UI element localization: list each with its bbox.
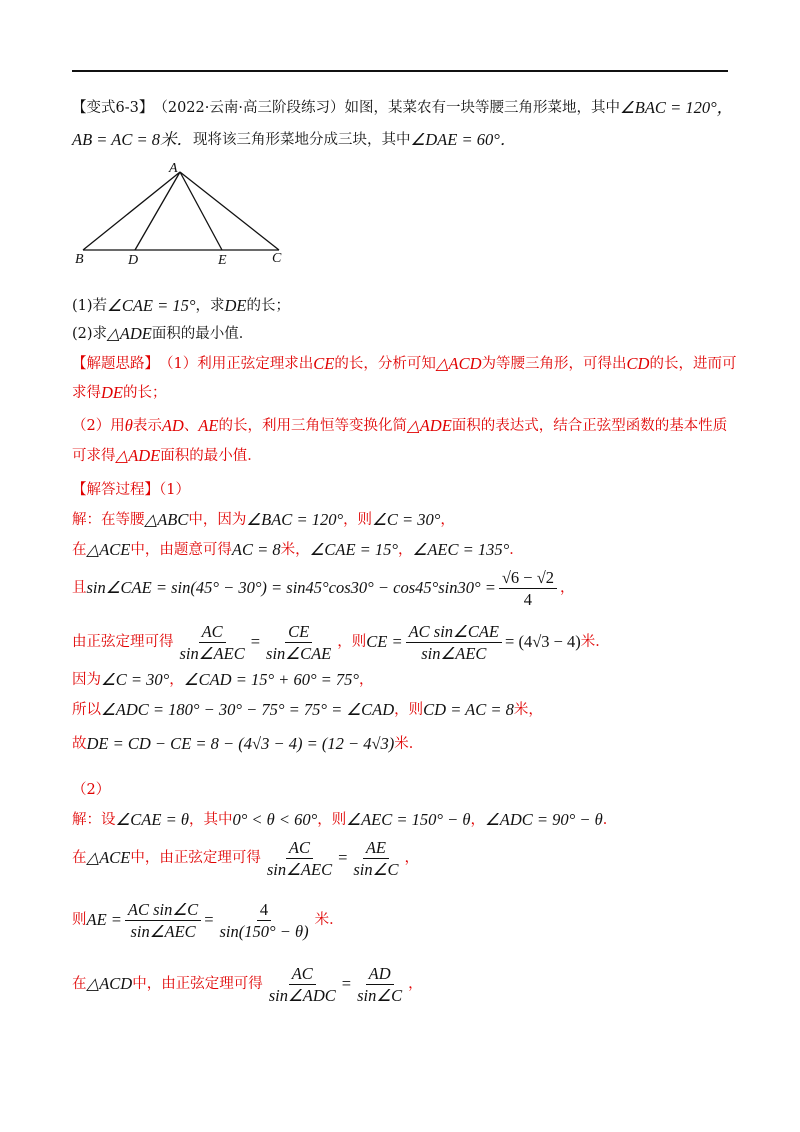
step-text: 解：在等腰 [72,512,145,528]
math-ce-eq: CE = [366,632,403,651]
math-c30: ∠C = 30° [101,670,170,689]
label-d: D [128,253,139,268]
step-text: 则 [72,912,87,928]
fraction-ad-sinc [354,964,405,1005]
idea-tag: 【解题思路】 [72,356,159,372]
header-rule [72,70,728,72]
problem-line-2 [72,130,516,150]
math-theta: θ [124,416,133,435]
segment-ae [180,172,222,250]
step-text: ． [509,542,524,558]
fraction-4-sin150 [217,900,312,941]
fraction-numerator: AC sin∠C [125,900,201,921]
label-e: E [218,253,227,268]
fraction-numerator: AC [199,622,226,643]
fraction-denominator: sin∠ADC [268,985,336,1005]
math-theta-range: 0° < θ < 60° [232,810,318,829]
math-aec: ∠AEC = 135° [412,540,510,559]
fraction-ae-sinc [350,838,401,879]
fraction-denominator: sin∠AEC [421,643,487,663]
step-t3 [72,898,344,942]
math-bac-120: ∠BAC = 120°， [619,98,734,117]
q1-mid: ，求 [195,298,225,314]
math-theta-def: ∠CAE = θ [115,810,189,829]
fraction-numerator: AE [363,838,389,859]
idea-line-2 [72,383,167,403]
math-ce: CE [313,354,335,373]
math-sin-expansion: sin∠CAE = sin(45° − 30°) = sin45°cos30° − cos45°sin30° = [86,578,496,597]
process-tag: 【解答过程】（1） [72,482,190,498]
math-ae-eq: AE = [86,910,122,929]
step-text: ，则 [394,702,424,718]
step-text: ，则 [343,512,373,528]
step-1 [72,510,455,530]
step-text: ， [408,976,423,992]
idea-line-3 [72,416,727,436]
label-a: A [169,161,178,176]
fraction-numerator: 4 [257,900,271,921]
fraction-sin15 [499,568,557,609]
math-de: DE [101,383,123,402]
idea-text: 的长，分析可知 [334,356,436,372]
idea-text: 可求得 [72,448,116,464]
label-c: C [272,251,282,266]
step-text: 解：设 [72,812,116,828]
idea-text: （2）用 [72,418,125,434]
idea-text: 面积的最小值． [160,448,262,464]
idea-text: 求得 [72,385,101,401]
fraction-ac-sinaec [177,622,248,663]
problem-split-text: 现将该三角形菜地分成三块，其中 [192,132,411,148]
math-q1-de: DE [224,296,247,315]
step-text: ， [560,580,575,596]
idea-text: 的长，利用三角恒等变换化简 [218,418,408,434]
step-text: 由正弦定理可得 [72,634,174,650]
math-adc-theta: ∠ADC = 90° − θ [484,810,603,829]
step-text: ，其中 [188,812,233,828]
math-ab-ac-8: AB = AC = 8米． [72,130,193,149]
fraction-numerator: AD [366,964,394,985]
q2-suffix: 面积的最小值． [151,326,254,342]
math-abc: △ABC [144,510,189,529]
step-text: ． [602,812,618,828]
fraction-denominator: 4 [523,589,533,609]
problem-source: （2022·云南·高三阶段练习） [153,100,345,116]
step-text: 米． [314,912,344,928]
fraction-numerator: AC sin∠CAE [406,622,502,643]
math-dae-60: ∠DAE = 60°． [410,130,517,149]
math-equals: = [338,848,348,867]
step-text: 米． [580,634,610,650]
step-text: ， [470,812,485,828]
fraction-denominator: sin∠AEC [179,643,245,663]
step-t2 [72,836,419,880]
idea-text: 为等腰三角形，可得出 [481,356,627,372]
step-text: 在 [72,850,87,866]
question-1 [72,296,290,316]
segment-ad [135,172,180,250]
step-text: 中，由正弦定理可得 [130,850,261,866]
math-de-value: DE = CD − CE = 8 − (4√3 − 4) = (12 − 4√3) [86,734,395,753]
q1-suffix: 的长； [246,298,290,314]
triangle-figure [72,158,302,268]
fraction-denominator: sin∠AEC [266,859,333,879]
fraction-acsinc-sinaec [125,900,201,941]
step-text: ，则 [317,812,347,828]
step-text: ， [398,542,413,558]
math-ace: △ACE [86,540,131,559]
math-ae: AE [198,416,219,435]
q1-prefix: (1)若 [72,298,108,314]
math-ce-value: = (4√3 − 4) [505,632,581,651]
idea-text: 的长，进而可 [649,356,737,372]
math-ad: AD [161,416,184,435]
math-cd: CD = AC = 8 [423,700,514,719]
math-ade: △ADE [407,416,452,435]
step-text: 中，因为 [188,512,247,528]
q2-prefix: (2)求 [72,326,108,342]
step-text: 中，由题意可得 [130,542,232,558]
step-text: 米． [394,736,424,752]
step-text: 中，由正弦定理可得 [132,976,263,992]
step-text: ， [404,850,419,866]
fraction-ac-sinaec [264,838,335,879]
fraction-numerator: √6 − √2 [499,568,557,589]
math-equals: = [204,910,214,929]
fraction-ac-sinadc [266,964,339,1005]
fraction-denominator: sin∠CAE [266,643,332,663]
step-text: ， [359,672,374,688]
math-cd: CD [626,354,650,373]
fraction-ce-result [406,622,502,663]
fraction-numerator: AC [289,964,316,985]
step-2 [72,540,524,560]
step-t4 [72,962,423,1006]
idea-text: 、 [183,418,199,434]
question-2 [72,324,253,344]
math-cad: ∠CAD = 15° + 60° = 75° [183,670,360,689]
segment-ab [83,172,180,250]
step-text: 所以 [72,702,101,718]
step-3 [72,566,575,610]
math-cae: ∠CAE = 15° [309,540,399,559]
step-text: 在 [72,542,87,558]
fraction-numerator: CE [285,622,312,643]
problem-tag: 【变式6-3】 [72,100,154,116]
math-equals: = [341,974,352,993]
problem-line-1 [72,98,733,118]
part-2-tag: （2） [72,782,111,798]
step-text: 且 [72,580,87,596]
step-text: ，则 [337,634,367,650]
math-bac: ∠BAC = 120° [246,510,344,529]
step-7 [72,734,423,754]
idea-text: 表示 [132,418,162,434]
math-ace: △ACE [86,848,131,867]
idea-line-4 [72,446,262,466]
fraction-numerator: AC [286,838,313,859]
idea-text: 的长； [123,385,167,401]
step-text: ， [440,512,455,528]
fraction-denominator: sin(150° − θ) [219,921,309,941]
step-text: ， [169,672,184,688]
problem-stem-text: 如图，某菜农有一块等腰三角形菜地，其中 [344,100,620,116]
math-q2-tri: △ADE [107,324,152,343]
fraction-ce-sincae [263,622,334,663]
idea-text: （1）利用正弦定理求出 [159,356,314,372]
math-adc: ∠ADC = 180° − 30° − 75° = 75° = ∠CAD [101,700,395,719]
idea-text: 面积的表达式，结合正弦型函数的基本性质 [451,418,728,434]
math-acd: △ACD [435,354,482,373]
math-ade: △ADE [115,446,161,465]
label-b: B [75,252,84,267]
math-q1-cond: ∠CAE = 15° [107,296,196,315]
segment-ac [180,172,279,250]
fraction-denominator: sin∠C [353,859,399,879]
idea-line-1 [72,354,736,374]
math-acd: △ACD [86,974,133,993]
step-text: 在 [72,976,87,992]
math-c30: ∠C = 30° [372,510,441,529]
math-ac8: AC = 8 [231,540,281,559]
math-aec-theta: ∠AEC = 150° − θ [346,810,471,829]
step-t1 [72,810,617,830]
step-5 [72,670,374,690]
math-equals: = [250,632,261,651]
step-text: 米， [513,702,543,718]
step-text: 因为 [72,672,101,688]
step-text: 故 [72,736,87,752]
step-4 [72,620,610,664]
fraction-denominator: sin∠AEC [130,921,196,941]
fraction-denominator: sin∠C [357,985,403,1005]
step-text: 米， [280,542,310,558]
step-6 [72,700,543,720]
